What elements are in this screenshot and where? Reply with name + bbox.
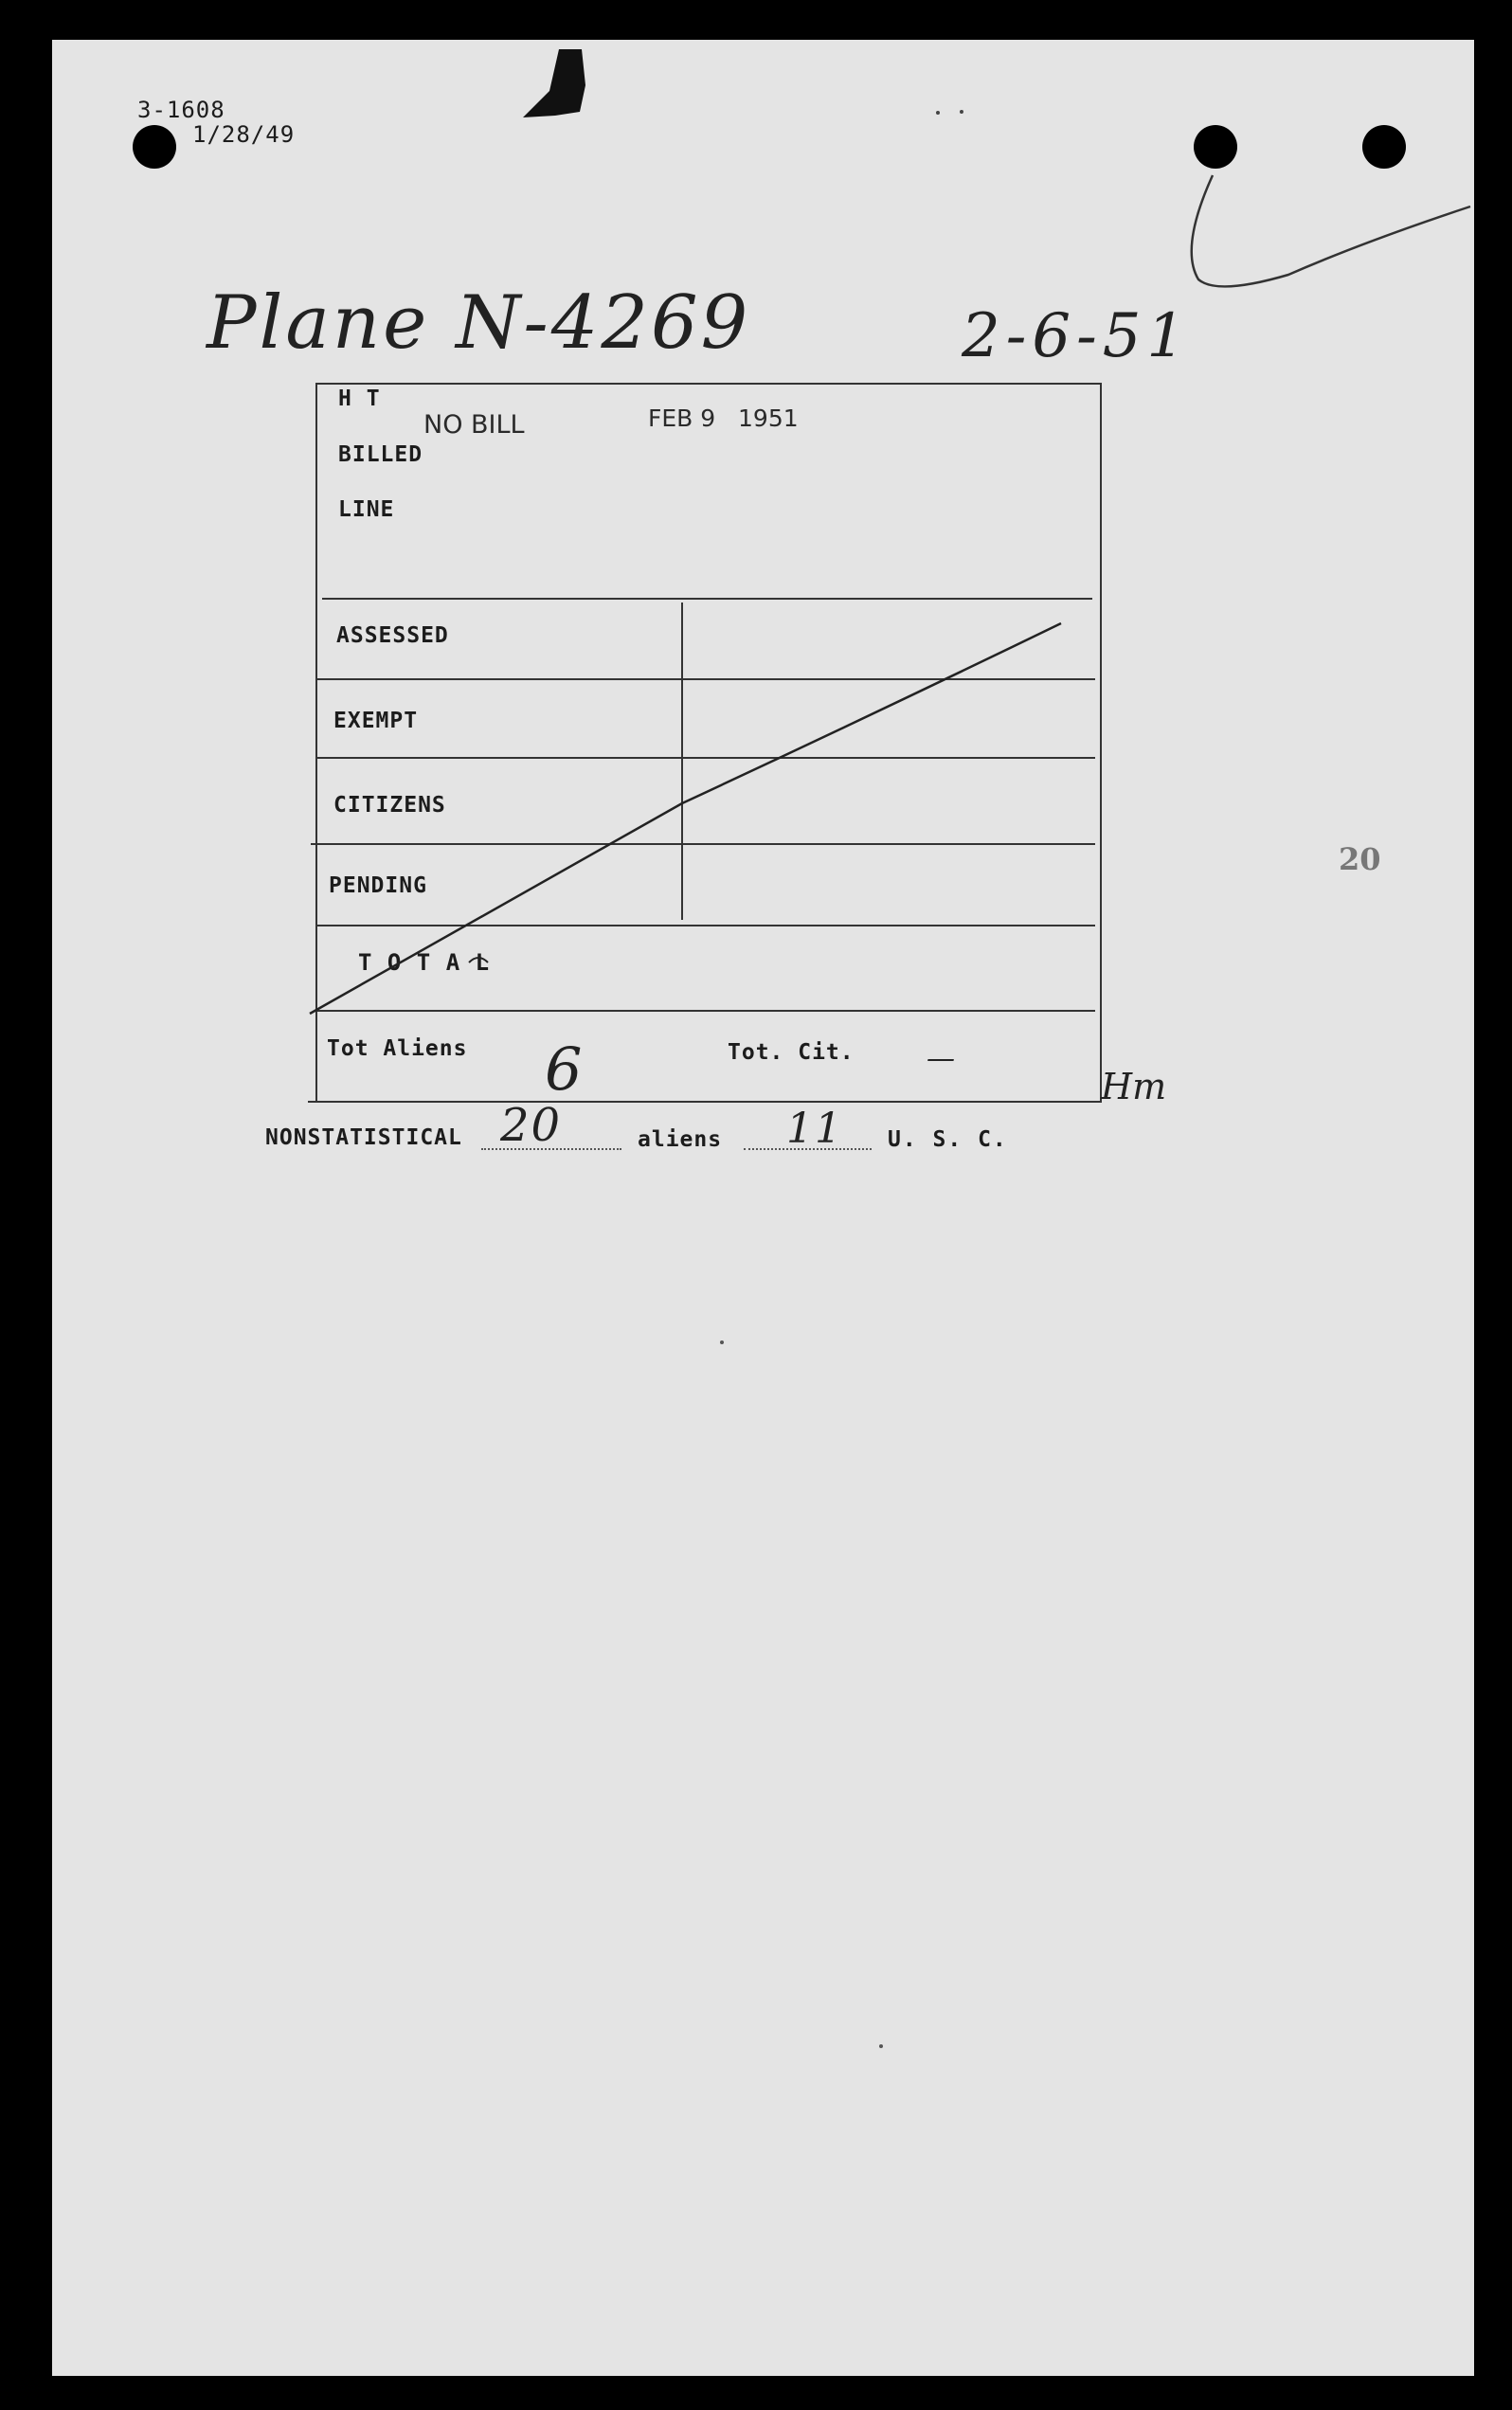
tot-aliens-handwritten: 6: [545, 1034, 583, 1104]
date-handwritten: 2-6-51: [962, 301, 1192, 371]
row-label-assessed: ASSESSED: [336, 623, 449, 648]
header-line: LINE: [338, 497, 395, 522]
tot-cit-label: Tot. Cit.: [728, 1040, 855, 1065]
diagonal-cancel-line: [310, 623, 1061, 1014]
aliens-label: aliens: [638, 1127, 723, 1152]
usc-handwritten: 11: [786, 1105, 843, 1153]
no-bill-stamp: NO BILL: [423, 410, 525, 440]
form-revision: 1/28/49: [192, 121, 296, 148]
nonstatistical-label: NONSTATISTICAL: [265, 1125, 462, 1150]
row-label-pending: PENDING: [329, 873, 427, 898]
tot-aliens-label: Tot Aliens: [327, 1036, 468, 1061]
checkmark-stroke: [1192, 175, 1470, 286]
row-label-citizens: CITIZENS: [333, 793, 446, 818]
header-ht: H T: [338, 387, 381, 411]
speck: [936, 111, 940, 115]
nonstatistical-handwritten: 20: [500, 1099, 563, 1152]
tot-cit-handwritten: —: [927, 1042, 955, 1075]
speck: [720, 1340, 724, 1344]
margin-number: 20: [1339, 841, 1381, 877]
speck: [960, 110, 963, 114]
header-billed: BILLED: [338, 442, 423, 467]
total-label: T O T A L: [358, 949, 491, 976]
usc-label: U. S. C.: [888, 1127, 1008, 1152]
form-number: 3-1608: [137, 97, 225, 123]
row-label-exempt: EXEMPT: [333, 709, 419, 733]
plane-handwritten: Plane N-4269: [207, 280, 751, 366]
initials-handwritten: Hm: [1101, 1066, 1167, 1107]
binder-clip-mark: [523, 49, 585, 117]
speck: [879, 2044, 883, 2048]
date-stamp: FEB 9 1951: [648, 405, 799, 432]
total-overstrike: [469, 958, 488, 962]
